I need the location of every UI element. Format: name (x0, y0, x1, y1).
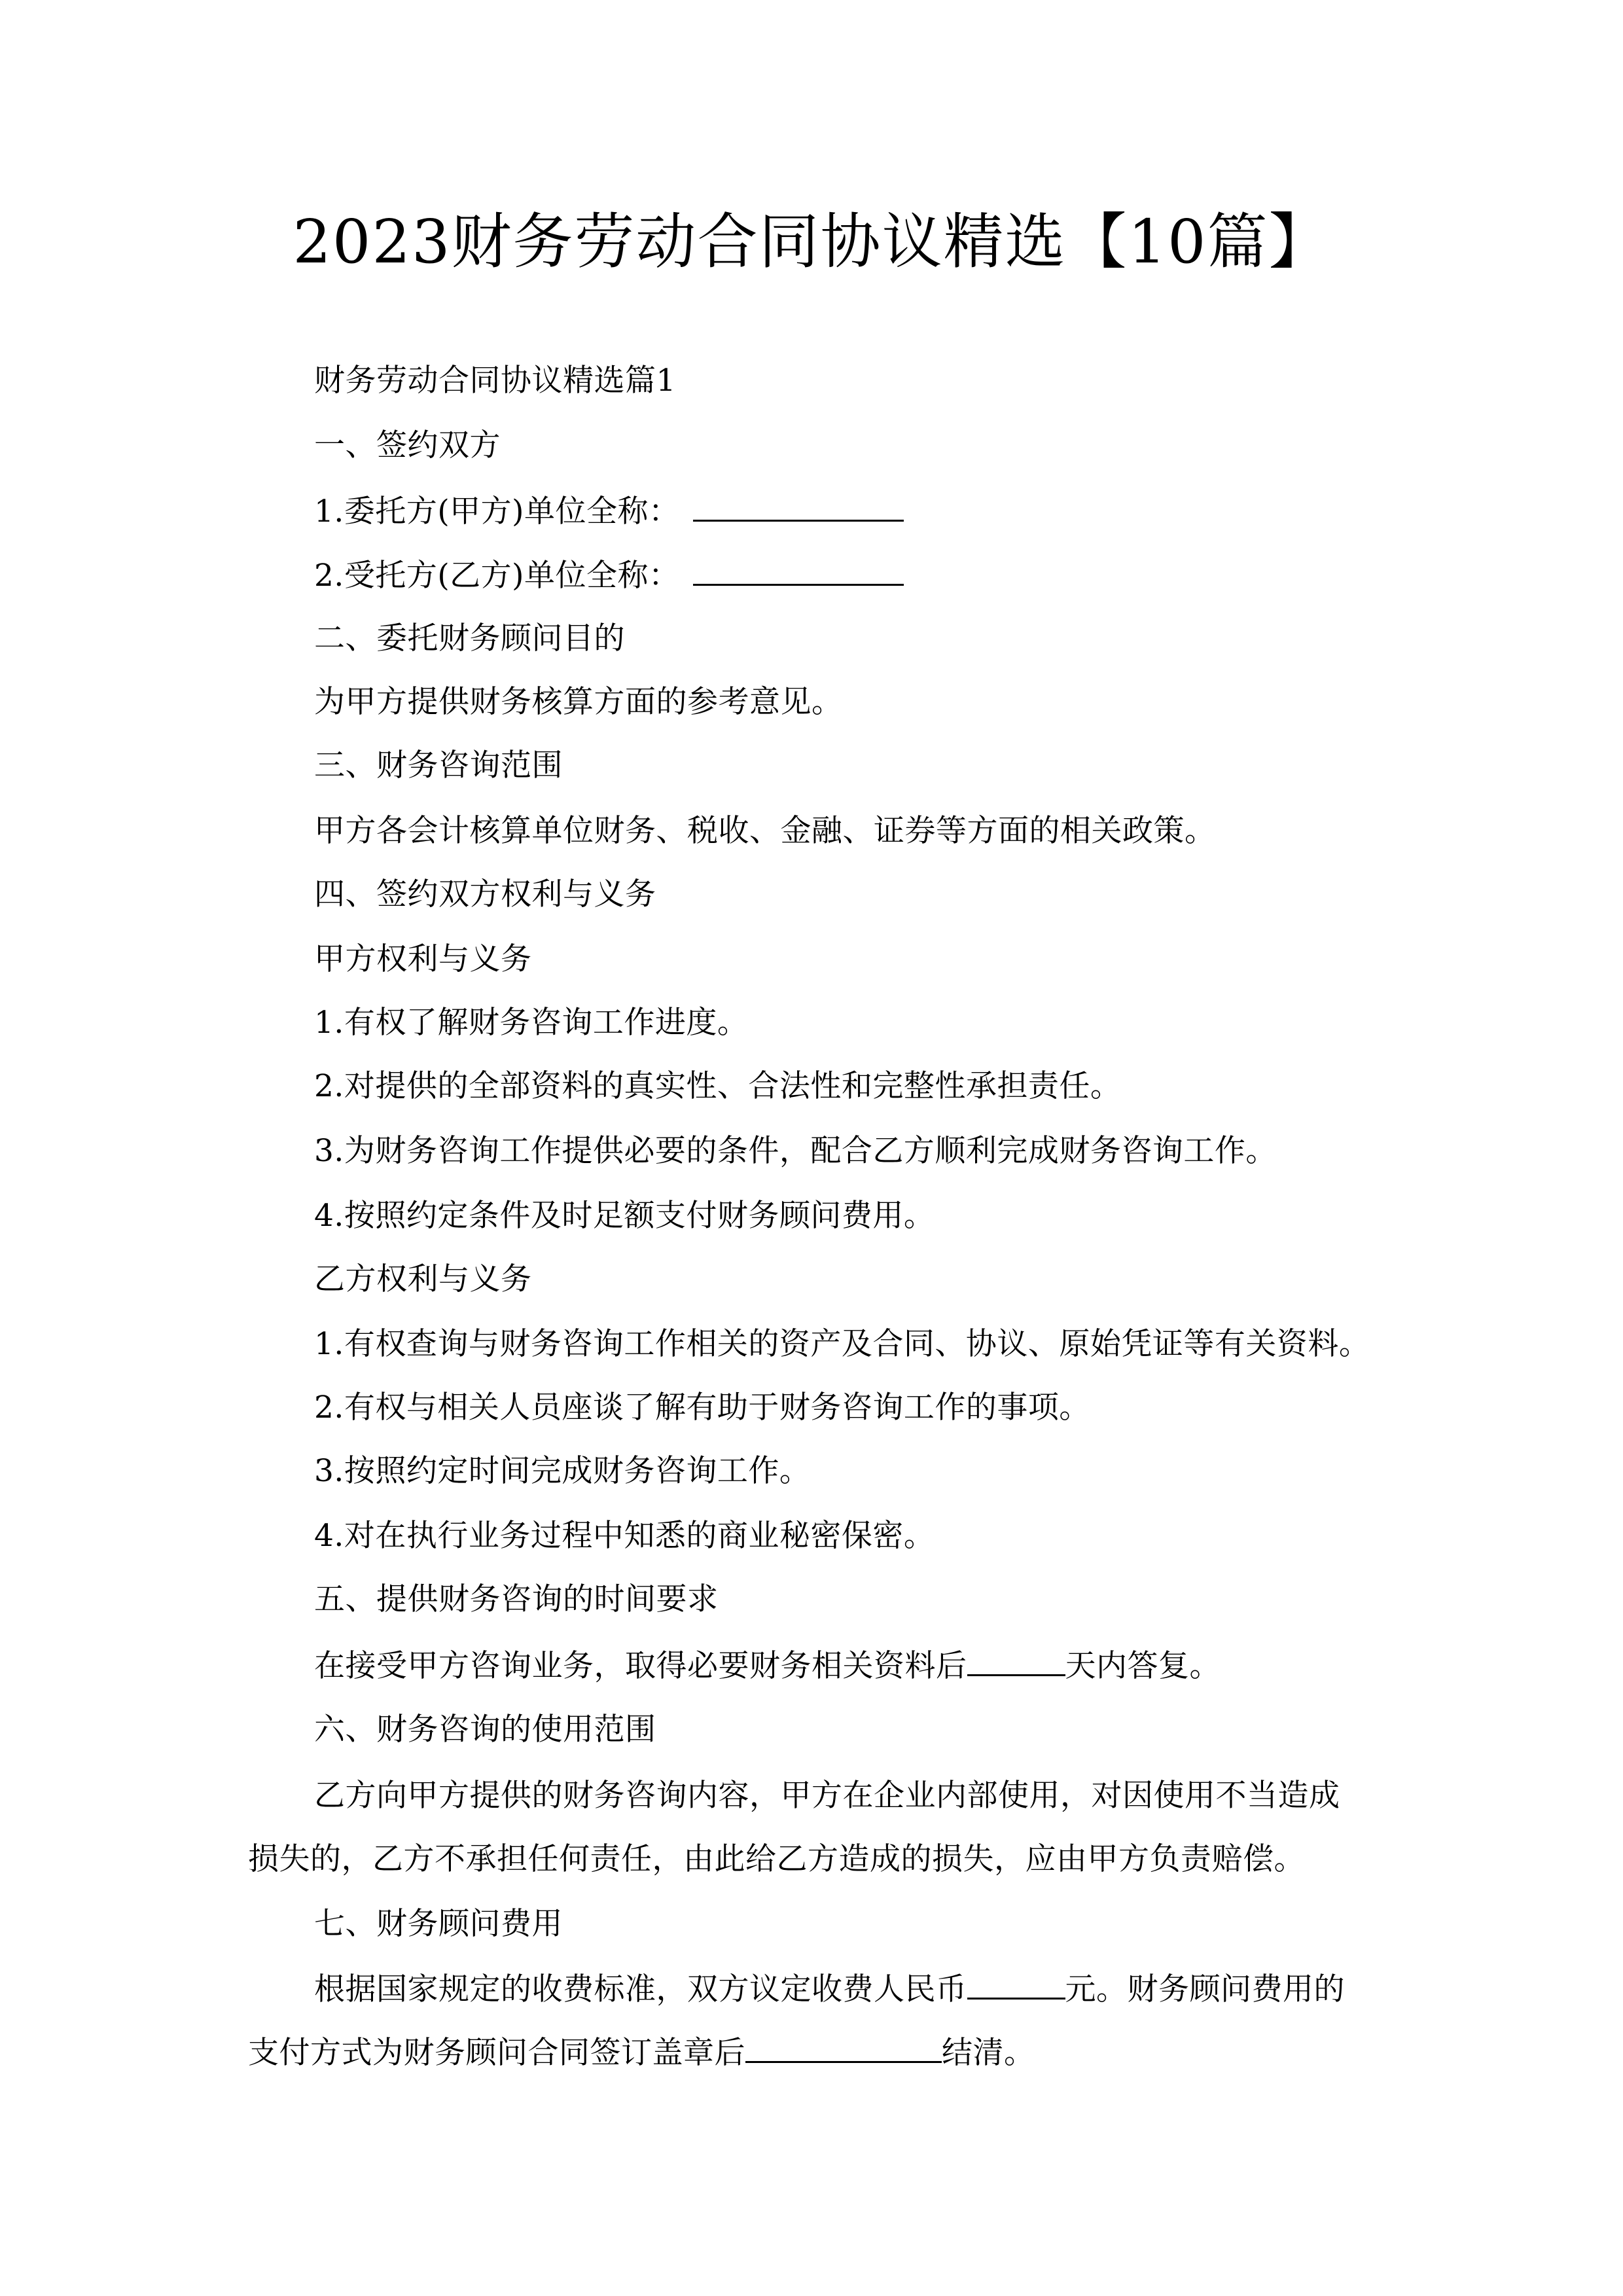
reply-days-blank[interactable] (967, 1645, 1065, 1676)
purpose-text: 为甲方提供财务核算方面的参考意见。 (314, 684, 843, 720)
clause-heading-6: 六、财务咨询的使用范围 (314, 1712, 656, 1748)
party-b-rights-heading: 乙方权利与义务 (314, 1261, 532, 1297)
fee-text-before: 根据国家规定的收费标准，双方议定收费人民币 (314, 1971, 967, 2007)
party-b-label: 2.受托方(乙方)单位全称： (314, 558, 680, 594)
party-b-right-3: 3.按照约定时间完成财务咨询工作。 (314, 1453, 811, 1489)
usage-paragraph-line-2: 损失的，乙方不承担任何责任，由此给乙方造成的损失，应由甲方负责赔偿。 (248, 1841, 1305, 1877)
clause-heading-4: 四、签约双方权利与义务 (314, 876, 656, 912)
reply-time-text-after: 天内答复。 (1065, 1648, 1221, 1684)
reply-time-line (314, 1643, 1221, 1689)
party-b-name-blank[interactable] (693, 555, 904, 586)
document-title: 2023财务劳动合同协议精选【10篇】 (293, 207, 1330, 277)
party-a-right-2: 2.对提供的全部资料的真实性、合法性和完整性承担责任。 (314, 1068, 1122, 1104)
clause-heading-1: 一、签约双方 (314, 427, 501, 463)
payment-text-before: 支付方式为财务顾问合同签订盖章后 (248, 2035, 745, 2071)
clause-heading-2: 二、委托财务顾问目的 (314, 620, 625, 656)
party-b-right-2: 2.有权与相关人员座谈了解有助于财务咨询工作的事项。 (314, 1390, 1090, 1426)
party-b-line (314, 553, 904, 599)
party-a-right-3: 3.为财务咨询工作提供必要的条件，配合乙方顺利完成财务咨询工作。 (314, 1133, 1277, 1169)
clause-heading-3: 三、财务咨询范围 (314, 747, 563, 783)
party-a-right-4: 4.按照约定条件及时足额支付财务顾问费用。 (314, 1198, 935, 1234)
party-a-label: 1.委托方(甲方)单位全称： (314, 493, 680, 529)
scope-text: 甲方各会计核算单位财务、税收、金融、证券等方面的相关政策。 (314, 813, 1216, 849)
reply-time-text-before: 在接受甲方咨询业务，取得必要财务相关资料后 (314, 1648, 967, 1684)
party-a-name-blank[interactable] (693, 491, 904, 522)
fee-text-after: 元。财务顾问费用的 (1065, 1971, 1345, 2007)
party-b-right-1: 1.有权查询与财务咨询工作相关的资产及合同、协议、原始凭证等有关资料。 (314, 1326, 1370, 1362)
clause-heading-5: 五、提供财务咨询的时间要求 (314, 1581, 719, 1617)
party-a-rights-heading: 甲方权利与义务 (314, 941, 532, 977)
party-b-right-4: 4.对在执行业务过程中知悉的商业秘密保密。 (314, 1518, 935, 1554)
payment-text-after: 结清。 (942, 2035, 1035, 2071)
party-a-right-1: 1.有权了解财务咨询工作进度。 (314, 1005, 749, 1041)
fee-paragraph-line-2 (248, 2030, 1035, 2076)
fee-paragraph-line-1 (314, 1967, 1345, 2013)
party-a-line (314, 489, 904, 535)
fee-amount-blank[interactable] (967, 1969, 1065, 2000)
section-heading: 财务劳动合同协议精选篇1 (314, 363, 676, 399)
clause-heading-7: 七、财务顾问费用 (314, 1906, 563, 1942)
payment-time-blank[interactable] (745, 2032, 942, 2063)
usage-paragraph-line-1: 乙方向甲方提供的财务咨询内容，甲方在企业内部使用，对因使用不当造成 (314, 1778, 1340, 1814)
